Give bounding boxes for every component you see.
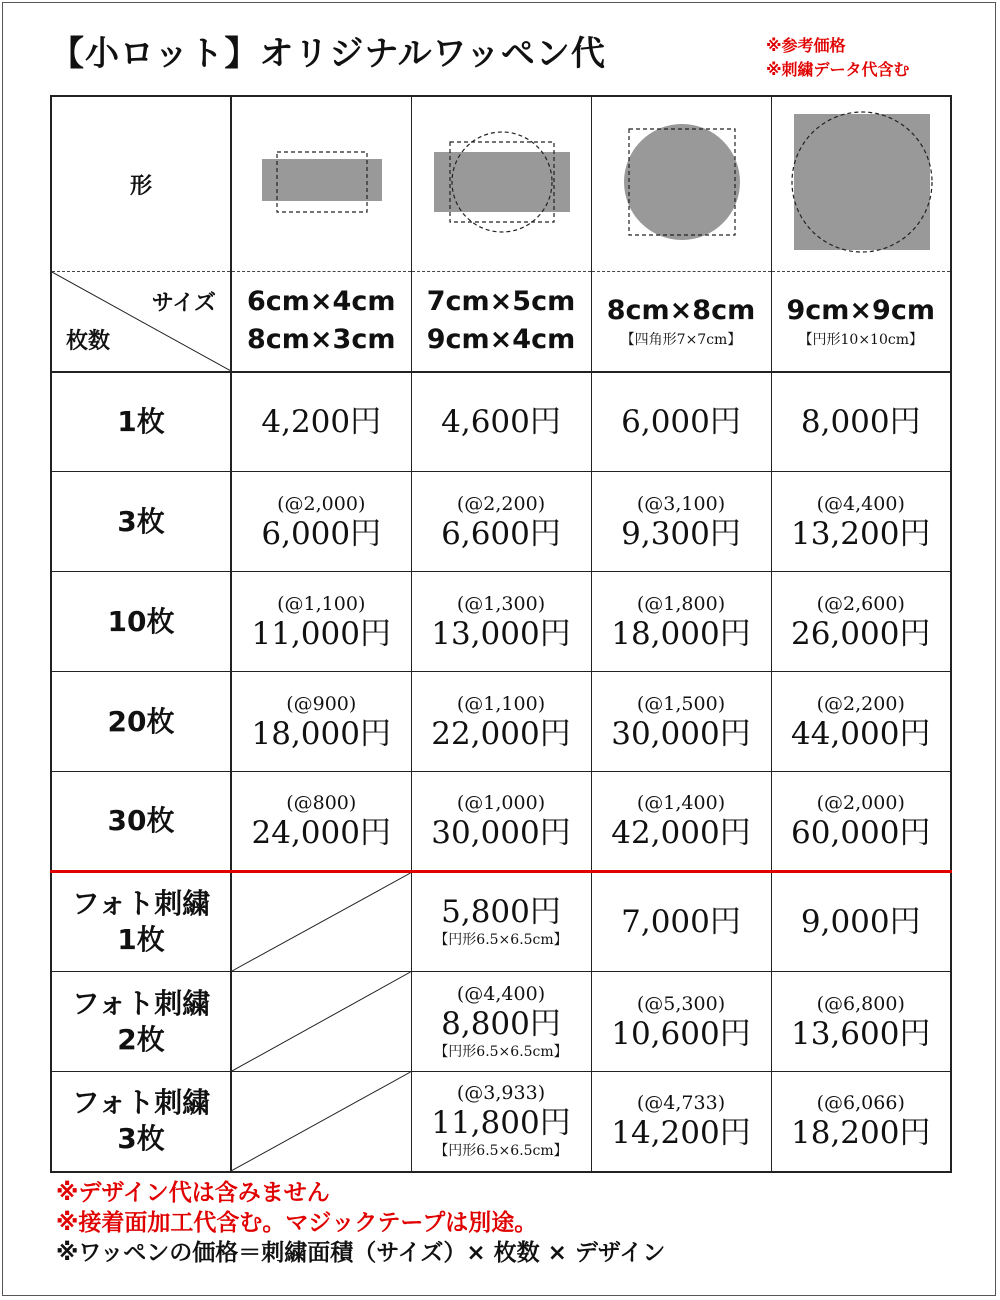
size-text: 8cm×3cm bbox=[247, 324, 396, 356]
unit-price: (@2,600) bbox=[816, 592, 905, 615]
price-cell bbox=[771, 872, 951, 972]
price-table bbox=[50, 95, 952, 1173]
unit-price: (@1,000) bbox=[456, 792, 546, 814]
total-price: 60,000円 bbox=[791, 815, 931, 851]
total-price: 14,200円 bbox=[611, 1115, 751, 1152]
unit-price: (@2,000) bbox=[816, 792, 905, 814]
size-note: 【円形6.5×6.5cm】 bbox=[434, 1143, 568, 1160]
total-price: 18,000円 bbox=[251, 715, 391, 752]
total-price: 8,000円 bbox=[800, 403, 921, 440]
price-cell bbox=[411, 972, 591, 1072]
total-price: 18,200円 bbox=[791, 1115, 931, 1152]
price-cell bbox=[231, 772, 411, 872]
empty-diagonal-line bbox=[232, 972, 411, 1071]
circle-shape-icon bbox=[592, 97, 772, 267]
count-label: 30枚 bbox=[107, 804, 175, 837]
count-label: 2枚 bbox=[117, 1022, 165, 1056]
count-cell bbox=[51, 972, 231, 1072]
shape-header-cell bbox=[51, 96, 231, 272]
unit-price: (@800) bbox=[286, 792, 357, 814]
adhesive-note: ※接着面加工代含む。マジックテープは別途。 bbox=[56, 1210, 538, 1236]
size-count-header-cell bbox=[51, 272, 231, 372]
size-note: 【円形6.5×6.5cm】 bbox=[434, 1043, 568, 1060]
unit-price: (@900) bbox=[286, 692, 357, 715]
total-price: 13,600円 bbox=[791, 1015, 931, 1052]
count-cell bbox=[51, 372, 231, 472]
count-label: 3枚 bbox=[117, 1122, 165, 1156]
count-cell bbox=[51, 672, 231, 772]
total-price: 6,600円 bbox=[441, 515, 561, 552]
count-label: 20枚 bbox=[107, 704, 175, 738]
total-price: 13,200円 bbox=[791, 515, 931, 552]
unit-price: (@6,800) bbox=[816, 992, 905, 1015]
table-row bbox=[51, 372, 951, 472]
unit-price: (@1,400) bbox=[636, 792, 726, 814]
price-cell bbox=[591, 872, 771, 972]
price-cell bbox=[591, 1072, 771, 1172]
total-price: 30,000円 bbox=[611, 715, 751, 752]
total-price: 6,000円 bbox=[621, 403, 741, 440]
count-cell bbox=[51, 572, 231, 672]
empty-cell bbox=[231, 1072, 411, 1172]
empty-cell bbox=[231, 872, 411, 972]
square-shape-icon bbox=[772, 97, 952, 267]
photo-label: フォト刺繍 bbox=[71, 887, 211, 920]
total-price: 42,000円 bbox=[611, 815, 751, 851]
count-label: 10枚 bbox=[107, 604, 175, 638]
table-row bbox=[51, 472, 951, 572]
price-cell bbox=[591, 672, 771, 772]
unit-price: (@3,933) bbox=[456, 1082, 546, 1105]
empty-cell bbox=[231, 972, 411, 1072]
rect-shape-icon bbox=[232, 97, 412, 267]
size-note: 【円形10×10cm】 bbox=[798, 332, 923, 349]
size-text: 7cm×5cm bbox=[426, 286, 576, 318]
unit-price: (@1,800) bbox=[636, 592, 726, 615]
top-notes bbox=[766, 34, 910, 82]
price-cell bbox=[771, 372, 951, 472]
price-cell bbox=[771, 772, 951, 872]
size-text: 8cm×8cm bbox=[606, 295, 756, 327]
size-text: 6cm×4cm bbox=[247, 286, 396, 318]
price-cell bbox=[771, 1072, 951, 1172]
unit-price: (@1,500) bbox=[636, 692, 726, 715]
total-price: 13,000円 bbox=[431, 615, 571, 652]
size-text: 9cm×9cm bbox=[786, 295, 935, 327]
wide-rect-circle-shape-icon bbox=[412, 97, 592, 267]
price-cell bbox=[771, 672, 951, 772]
unit-price: (@4,400) bbox=[456, 982, 546, 1005]
footer-notes bbox=[56, 1178, 665, 1268]
total-price: 5,800円 bbox=[441, 894, 561, 930]
size-text: 9cm×4cm bbox=[426, 324, 576, 356]
size-label: サイズ bbox=[151, 291, 216, 316]
size-cell-1 bbox=[231, 272, 411, 372]
price-cell bbox=[771, 572, 951, 672]
total-price: 24,000円 bbox=[251, 815, 391, 851]
unit-price: (@1,100) bbox=[456, 692, 546, 715]
shape-cell-3 bbox=[591, 96, 771, 272]
price-cell bbox=[411, 872, 591, 972]
unit-price: (@1,100) bbox=[277, 592, 366, 615]
size-cell-4 bbox=[771, 272, 951, 372]
unit-price: (@4,400) bbox=[816, 492, 905, 515]
empty-diagonal-line bbox=[232, 873, 411, 971]
count-label: 1枚 bbox=[117, 923, 165, 956]
count-cell bbox=[51, 772, 231, 872]
total-price: 7,000円 bbox=[621, 904, 741, 940]
total-price: 11,000円 bbox=[251, 615, 391, 652]
price-cell bbox=[411, 1072, 591, 1172]
page-title: 【小ロット】オリジナルワッペン代 bbox=[50, 34, 606, 74]
count-label: 3枚 bbox=[117, 504, 165, 538]
size-row bbox=[51, 272, 951, 372]
price-cell bbox=[231, 372, 411, 472]
design-fee-note: ※デザイン代は含みません bbox=[56, 1180, 330, 1206]
total-price: 10,600円 bbox=[611, 1015, 751, 1052]
size-note: 【円形6.5×6.5cm】 bbox=[434, 932, 568, 948]
embroidery-data-note: ※刺繍データ代含む bbox=[766, 60, 910, 79]
empty-diagonal-line bbox=[232, 1072, 411, 1171]
reference-price-note: ※参考価格 bbox=[766, 36, 846, 55]
shape-row bbox=[51, 96, 951, 272]
unit-price: (@2,000) bbox=[277, 492, 366, 515]
count-cell bbox=[51, 1072, 231, 1172]
total-price: 22,000円 bbox=[431, 715, 571, 752]
size-note: 【四角形7×7cm】 bbox=[620, 332, 742, 349]
price-cell bbox=[231, 672, 411, 772]
total-price: 9,300円 bbox=[621, 515, 741, 552]
price-cell bbox=[771, 472, 951, 572]
price-formula-note: ※ワッペンの価格＝刺繍面積（サイズ）× 枚数 × デザイン bbox=[56, 1240, 666, 1266]
price-cell bbox=[591, 972, 771, 1072]
unit-price: (@1,300) bbox=[456, 592, 546, 615]
count-cell bbox=[51, 872, 231, 972]
size-cell-3 bbox=[591, 272, 771, 372]
photo-row bbox=[51, 872, 951, 972]
count-label: 1枚 bbox=[117, 404, 165, 438]
price-cell bbox=[591, 572, 771, 672]
price-cell bbox=[591, 772, 771, 872]
unit-price: (@3,100) bbox=[636, 492, 726, 515]
size-cell-2 bbox=[411, 272, 591, 372]
table-row bbox=[51, 672, 951, 772]
table-row bbox=[51, 572, 951, 672]
price-cell bbox=[771, 972, 951, 1072]
unit-price: (@4,733) bbox=[636, 1092, 726, 1115]
shape-cell-1 bbox=[231, 96, 411, 272]
unit-price: (@6,066) bbox=[816, 1092, 905, 1115]
price-cell bbox=[411, 372, 591, 472]
total-price: 4,200円 bbox=[261, 403, 382, 440]
total-price: 9,000円 bbox=[800, 904, 921, 940]
price-cell bbox=[411, 572, 591, 672]
price-cell bbox=[411, 672, 591, 772]
unit-price: (@5,300) bbox=[636, 992, 726, 1015]
price-cell bbox=[591, 472, 771, 572]
total-price: 6,000円 bbox=[261, 515, 382, 552]
price-cell bbox=[591, 372, 771, 472]
count-label: 枚数 bbox=[66, 328, 111, 354]
price-cell bbox=[231, 572, 411, 672]
shape-cell-2 bbox=[411, 96, 591, 272]
total-price: 8,800円 bbox=[441, 1005, 561, 1042]
price-cell bbox=[231, 472, 411, 572]
total-price: 44,000円 bbox=[791, 715, 931, 752]
total-price: 18,000円 bbox=[611, 615, 751, 652]
total-price: 4,600円 bbox=[441, 403, 561, 440]
unit-price: (@2,200) bbox=[816, 692, 905, 715]
price-cell bbox=[411, 472, 591, 572]
unit-price: (@2,200) bbox=[456, 492, 546, 515]
total-price: 11,800円 bbox=[431, 1105, 571, 1142]
table-row bbox=[51, 772, 951, 872]
photo-label: フォト刺繍 bbox=[71, 986, 211, 1020]
photo-label: フォト刺繍 bbox=[71, 1086, 211, 1120]
photo-row bbox=[51, 972, 951, 1072]
photo-row bbox=[51, 1072, 951, 1172]
total-price: 30,000円 bbox=[431, 815, 571, 851]
shape-label: 形 bbox=[129, 173, 152, 199]
shape-cell-4 bbox=[771, 96, 951, 272]
price-cell bbox=[411, 772, 591, 872]
total-price: 26,000円 bbox=[791, 615, 931, 652]
count-cell bbox=[51, 472, 231, 572]
